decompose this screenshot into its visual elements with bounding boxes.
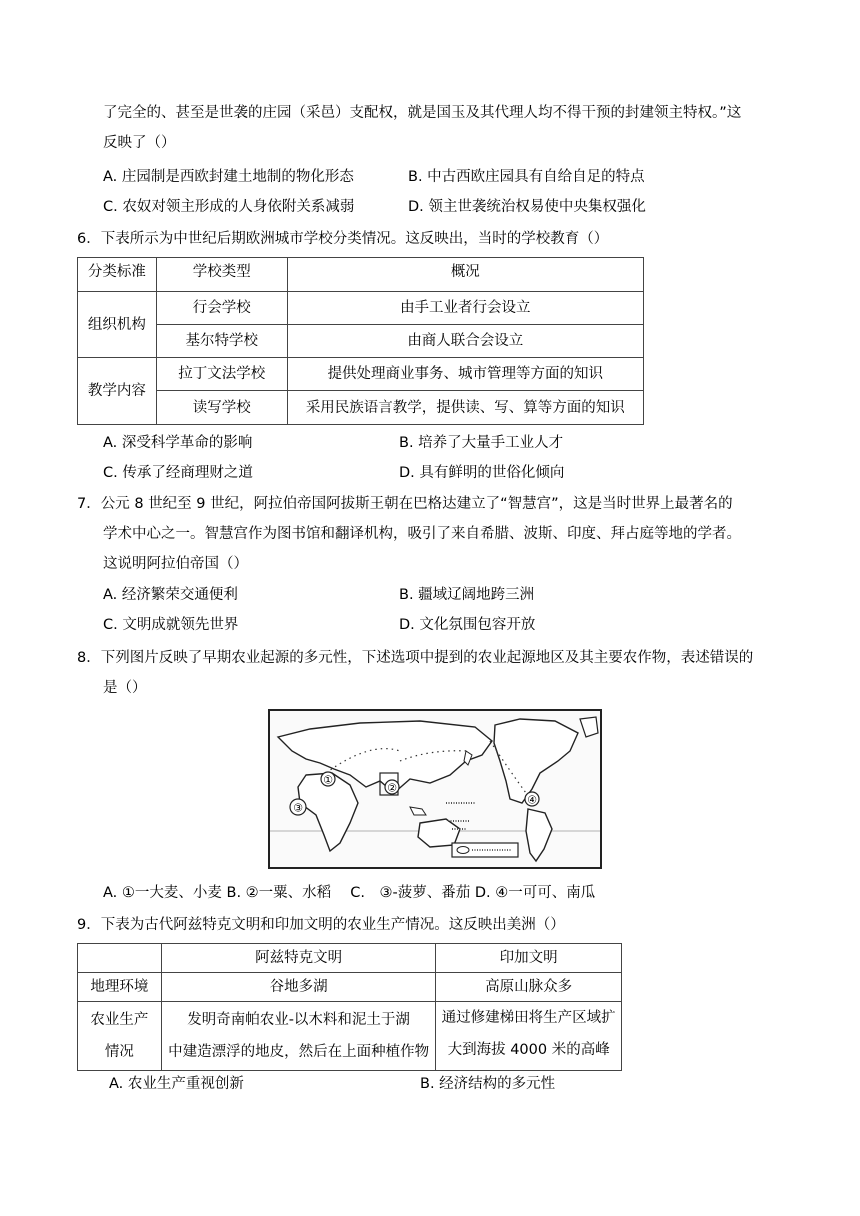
map-marker-1 <box>321 772 335 787</box>
q5-option-c[interactable]: C. 农奴对领主形成的人身依附关系减弱 <box>103 199 355 215</box>
q9-option-a[interactable]: A. 农业生产重视创新 <box>109 1076 244 1092</box>
q9-row-label-line1: 农业生产 <box>90 1012 149 1028</box>
q6-option-d[interactable]: D. 具有鲜明的世俗化倾向 <box>399 465 565 481</box>
q6-header-criterion: 分类标准 <box>78 258 157 292</box>
q9-cell-aztec-agriculture <box>161 1002 435 1071</box>
q6-option-a[interactable]: A. 深受科学革命的影响 <box>103 435 253 451</box>
q9-stem: 9．下表为古代阿兹特克文明和印加文明的农业生产情况。这反映出美洲（） <box>77 917 565 933</box>
q8-stem-line1: 8．下列图片反映了早期农业起源的多元性，下述选项中提到的农业起源地区及其主要农作物，表述错误的 <box>77 650 754 666</box>
q7-stem-line3: 这说明阿拉伯帝国（） <box>103 556 248 572</box>
south-america-shape <box>526 809 552 861</box>
q9-header-aztec: 阿兹特克文明 <box>161 944 435 973</box>
q9-aztec-line1: 发明奇南帕农业-以木料和泥土于湖 <box>187 1012 410 1028</box>
north-america-shape <box>494 719 578 803</box>
map-marker-3 <box>290 799 306 815</box>
q9-cell-inca-agriculture <box>436 1002 622 1071</box>
q6-cell-type: 读写学校 <box>156 391 287 425</box>
q6-stem: 6．下表所示为中世纪后期欧洲城市学校分类情况。这反映出，当时的学校教育（） <box>77 231 609 247</box>
q7-option-b[interactable]: B. 疆域辽阔地跨三洲 <box>399 587 535 603</box>
q9-option-b[interactable]: B. 经济结构的多元性 <box>420 1076 556 1092</box>
q9-row-label-agriculture <box>78 1002 162 1071</box>
q5-stem-line2: 反映了（） <box>103 135 176 151</box>
map-marker-2-label: ② <box>387 781 397 795</box>
map-marker-2 <box>385 780 399 795</box>
q9-cell-aztec-geography: 谷地多湖 <box>161 973 435 1002</box>
q6-cell-type: 拉丁文法学校 <box>156 358 287 391</box>
q9-row-label-geography: 地理环境 <box>78 973 162 1002</box>
q6-option-b[interactable]: B. 培养了大量手工业人才 <box>399 435 564 451</box>
q6-option-c[interactable]: C. 传承了经商理财之道 <box>103 465 253 481</box>
map-marker-1-label: ① <box>323 773 333 787</box>
world-map-figure <box>268 709 602 869</box>
q6-cell-desc: 由商人联合会设立 <box>287 325 643 358</box>
q9-aztec-line2: 中建造漂浮的地皮，然后在上面种植作物 <box>168 1044 430 1060</box>
q7-option-c[interactable]: C. 文明成就领先世界 <box>103 617 239 633</box>
q6-group-organization: 组织机构 <box>78 292 157 358</box>
q7-stem-line2: 学术中心之一。智慧宫作为图书馆和翻译机构，吸引了来自希腊、波斯、印度、拜占庭等地的学者。 <box>103 526 741 542</box>
q6-group-content: 教学内容 <box>78 358 157 425</box>
q9-inca-line1: 通过修建梯田将生产区域扩 <box>441 1010 616 1026</box>
q6-cell-type: 行会学校 <box>156 292 287 325</box>
q8-stem-line2: 是（） <box>103 680 147 696</box>
q6-cell-desc: 采用民族语言教学，提供读、写、算等方面的知识 <box>287 391 643 425</box>
q6-cell-type: 基尔特学校 <box>156 325 287 358</box>
q6-cell-desc: 由手工业者行会设立 <box>287 292 643 325</box>
map-marker-4-label: ④ <box>527 793 537 807</box>
q9-table <box>77 943 622 1071</box>
map-marker-3-label: ③ <box>293 801 303 815</box>
q5-stem-line1: 了完全的、甚至是世袭的庄园（采邑）支配权，就是国玉及其代理人均不得干预的封建领主特权。”这 <box>103 105 742 121</box>
q6-header-overview: 概况 <box>287 258 643 292</box>
q9-header-inca: 印加文明 <box>436 944 622 973</box>
q9-header-blank <box>78 944 162 973</box>
q6-header-school-type: 学校类型 <box>156 258 287 292</box>
q5-option-d[interactable]: D. 领主世袭统治权易使中央集权强化 <box>408 199 646 215</box>
q5-option-a[interactable]: A. 庄园制是西欧封建土地制的物化形态 <box>103 169 354 185</box>
q7-stem-line1: 7．公元 8 世纪至 9 世纪，阿拉伯帝国阿拔斯王朝在巴格达建立了“智慧宫”，这是当时世界上最著名的 <box>77 496 733 512</box>
map-marker-4 <box>525 792 539 807</box>
q9-row-label-line2: 情况 <box>104 1044 134 1060</box>
q6-table <box>77 257 644 425</box>
q5-option-b[interactable]: B. 中古西欧庄园具有自给自足的特点 <box>408 169 645 185</box>
q7-option-d[interactable]: D. 文化氛围包容开放 <box>399 617 536 633</box>
q9-cell-inca-geography: 高原山脉众多 <box>436 973 622 1002</box>
q8-options-line[interactable]: A. ①一大麦、小麦 B. ②一粟、水稻 C. ③-菠萝、番茄 D. ④一可可、南瓜 <box>103 885 596 901</box>
world-map-drawing <box>270 711 600 867</box>
q7-option-a[interactable]: A. 经济繁荣交通便利 <box>103 587 238 603</box>
q6-cell-desc: 提供处理商业事务、城市管理等方面的知识 <box>287 358 643 391</box>
q9-inca-line2: 大到海拔 4000 米的高峰 <box>447 1042 610 1058</box>
